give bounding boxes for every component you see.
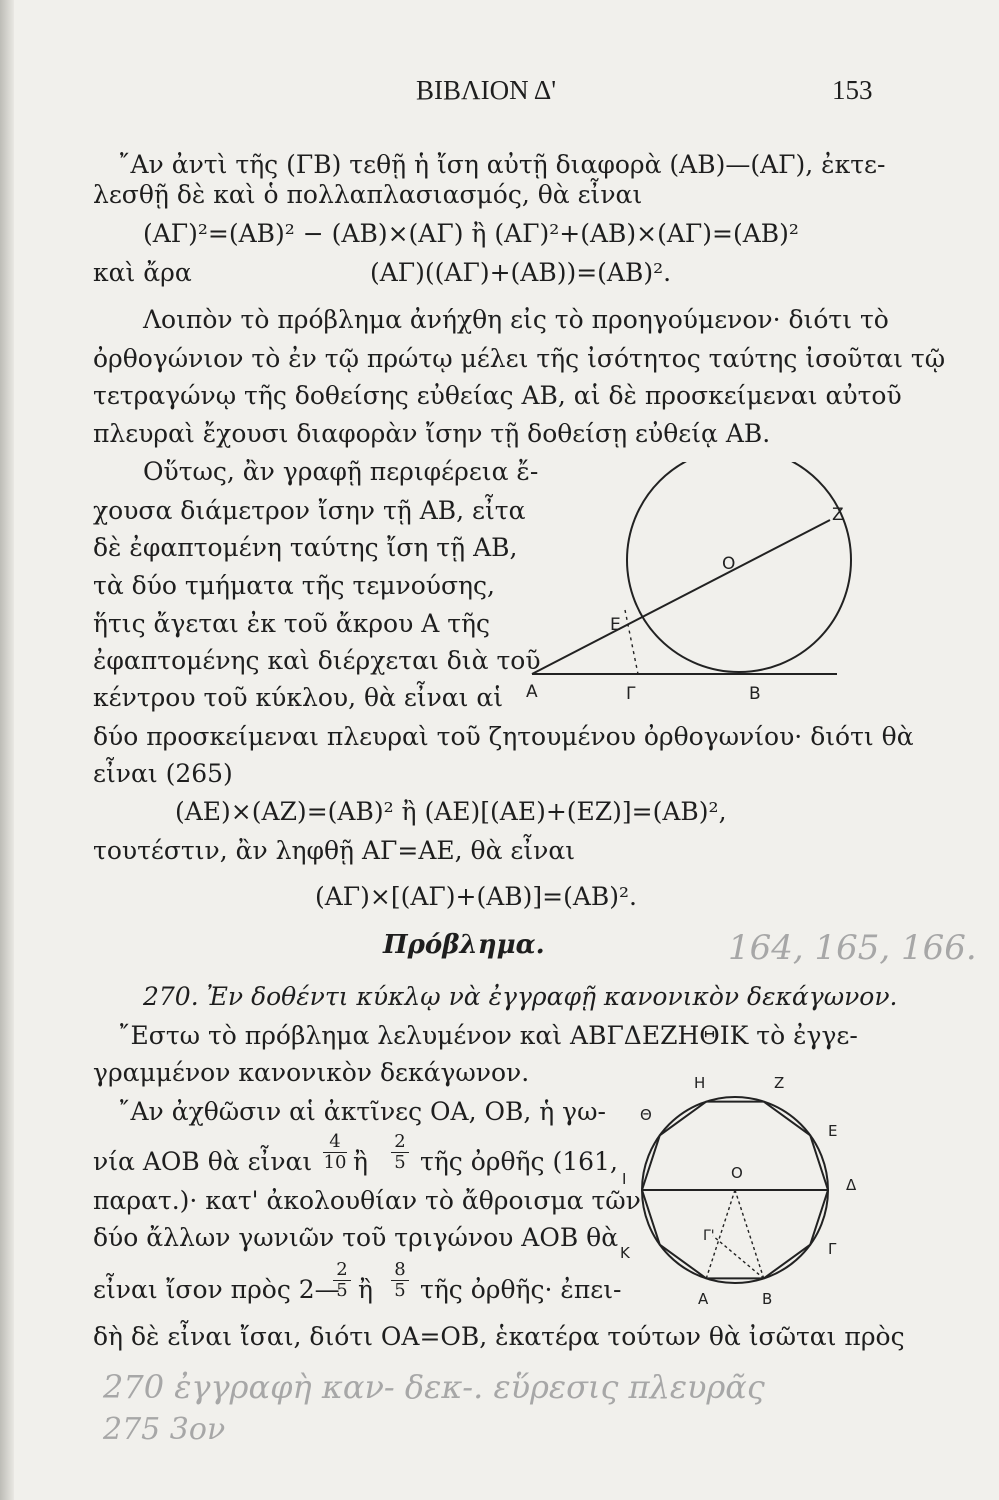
problem-statement [143,982,898,1012]
label-O2: O [731,1164,743,1182]
label-E: E [610,615,621,635]
text-line-2: λεσθῇ δὲ καὶ ὁ πολλαπλασιασμός, θὰ εἶναι [93,180,643,209]
text-line-12: τὰ δύο τμήματα τῆς τεμνούσης, [93,571,495,600]
fraction-8-5-den: 5 [394,1280,406,1301]
text-line-29b: ἢ [358,1275,373,1304]
text-line-8: πλευραὶ ἔχουσι διαφορὰν ἴσην τῇ δοθείσῃ εὐθείᾳ ΑΒ. [93,419,771,448]
text-line-23: ῎Εστω τὸ πρόβλημα λελυμένον καὶ ΑΒΓΔΕΖΗΘΙΚ τὸ ἐγγε- [118,1021,858,1050]
equation-line-3: (ΑΕ)×(ΑΖ)=(ΑΒ)² ἢ (ΑΕ)[(ΑΕ)+(ΕΖ)]=(ΑΒ)², [175,797,727,826]
fraction-2-5 [391,1132,409,1173]
secant-line-az [532,520,830,674]
label-Z: Z [832,505,844,525]
page-number: 153 [832,75,873,105]
text-line-19: τουτέστιν, ἂν ληφθῇ ΑΓ=ΑΕ, θὰ εἶναι [93,836,576,865]
label-O: O [722,554,736,574]
fraction-2-5-second-den: 5 [336,1280,348,1301]
label-H: H [694,1074,706,1092]
label-E2: E [828,1122,838,1140]
label-G: Γ [626,684,636,702]
label-A: A [526,682,538,702]
text-line-14: ἐφαπτομένης καὶ διέρχεται διὰ τοῦ [93,646,541,675]
text-line-15: κέντρου τοῦ κύκλου, θὰ εἶναι αἱ [93,683,504,712]
text-line-24: γραμμένον κανονικὸν δεκάγωνον. [93,1058,530,1087]
text-line-11: δὲ ἐφαπτομένη ταύτης ἴση τῇ ΑΒ, [93,533,518,562]
label-Z2: Z [774,1074,785,1092]
text-line-25: ῎Αν ἀχθῶσιν αἱ ἀκτῖνες ΟΑ, ΟΒ, ἡ γω- [118,1097,606,1126]
fraction-2-5-den: 5 [394,1152,406,1173]
equation-line-2: (ΑΓ)((ΑΓ)+(ΑΒ))=(ΑΒ)². [370,258,672,287]
fraction-2-5-second [333,1260,351,1301]
text-line-kai-ara: καὶ ἄρα [93,258,192,287]
text-line-7: τετραγώνῳ τῆς δοθείσης εὐθείας ΑΒ, αἱ δὲ προσκείμεναι αὐτοῦ [93,381,902,410]
figure-circle-tangent-secant [522,462,857,702]
text-line-16: δύο προσκείμεναι πλευραὶ τοῦ ζητουμένου ὀρθογωνίου· διότι θὰ [93,722,914,751]
text-line-9: Οὕτως, ἂν γραφῇ περιφέρεια ἔ- [143,457,539,486]
text-line-17: εἶναι (265) [93,759,233,788]
text-line-26c: τῆς ὀρθῆς (161, [420,1147,618,1176]
label-Theta: Θ [640,1106,652,1124]
text-line-30: δὴ δὲ εἶναι ἴσαι, διότι ΟΑ=ΟΒ, ἑκατέρα τούτων θὰ ἰσῶται πρὸς [93,1322,905,1351]
text-line-26a: νία ΑΟΒ θὰ εἶναι [93,1147,313,1176]
radius-ob [735,1190,764,1278]
fraction-4-10-num: 4 [323,1132,347,1153]
text-line-27: παρατ.)· κατ' ἀκολουθίαν τὸ ἄθροισμα τῶν [93,1186,641,1215]
running-header-title: ΒΙΒΛΙΟΝ Δ' [416,75,557,105]
fraction-2-5-second-num: 2 [333,1260,351,1281]
label-Delta: Δ [846,1176,857,1194]
text-line-13: ἥτις ἄγεται ἐκ τοῦ ἄκρου Α τῆς [93,609,491,638]
label-Gprime: Γ' [703,1228,715,1244]
label-G2: Γ [828,1240,837,1258]
problem-statement-text: 270. Ἐν δοθέντι κύκλῳ νὰ ἐγγραφῇ κανονικὸν δεκάγωνον. [143,982,898,1011]
text-line-29c: τῆς ὀρθῆς· ἐπει- [420,1275,622,1304]
label-B2: B [762,1290,773,1308]
label-B: B [749,684,761,702]
equation-line-4: (ΑΓ)×[(ΑΓ)+(ΑΒ)]=(ΑΒ)². [315,882,637,911]
fraction-8-5 [391,1260,409,1301]
handwritten-note-bottom-2: 275 3ον [103,1412,226,1447]
label-K: K [620,1244,630,1262]
text-line-5: Λοιπὸν τὸ πρόβλημα ἀνήχθη εἰς τὸ προηγούμενον· διότι τὸ [143,305,889,334]
text-line-10: χουσα διάμετρον ἴσην τῇ ΑΒ, εἶτα [93,496,526,525]
section-heading-problem: Πρόβλημα. [383,930,545,960]
fraction-8-5-num: 8 [391,1260,409,1281]
page-binding-edge [0,0,14,1500]
handwritten-note-bottom-1: 270 ἐγγραφὴ καν- δεκ-. εὕρεσις πλευρᾶς [103,1368,765,1406]
text-line-1: ῎Αν ἀντὶ τῆς (ΓΒ) τεθῇ ἡ ἴση αὐτῇ διαφορὰ (ΑΒ)—(ΑΓ), ἐκτε- [118,150,886,179]
text-line-28: δύο ἄλλων γωνιῶν τοῦ τριγώνου ΑΟΒ θὰ [93,1223,619,1252]
label-I: I [622,1170,627,1188]
equation-line-1: (ΑΓ)²=(ΑΒ)² − (ΑΒ)×(ΑΓ) ἢ (ΑΓ)²+(ΑΒ)×(ΑΓ)=(ΑΒ)² [143,219,799,248]
label-A2: A [698,1290,709,1308]
fraction-2-5-num: 2 [391,1132,409,1153]
text-line-29a: εἶναι ἴσον πρὸς 2— [93,1275,340,1304]
figure-inscribed-decagon [610,1072,860,1312]
fraction-4-10 [323,1132,347,1173]
fraction-4-10-den: 10 [323,1152,347,1173]
handwritten-note-page-refs: 164, 165, 166. [728,928,977,968]
text-line-6: ὀρθογώνιον τὸ ἐν τῷ πρώτῳ μέλει τῆς ἰσότητος ταύτης ἰσοῦται τῷ [93,344,946,373]
text-line-26b: ἢ [353,1147,368,1176]
segment-b-gprime [713,1236,764,1278]
